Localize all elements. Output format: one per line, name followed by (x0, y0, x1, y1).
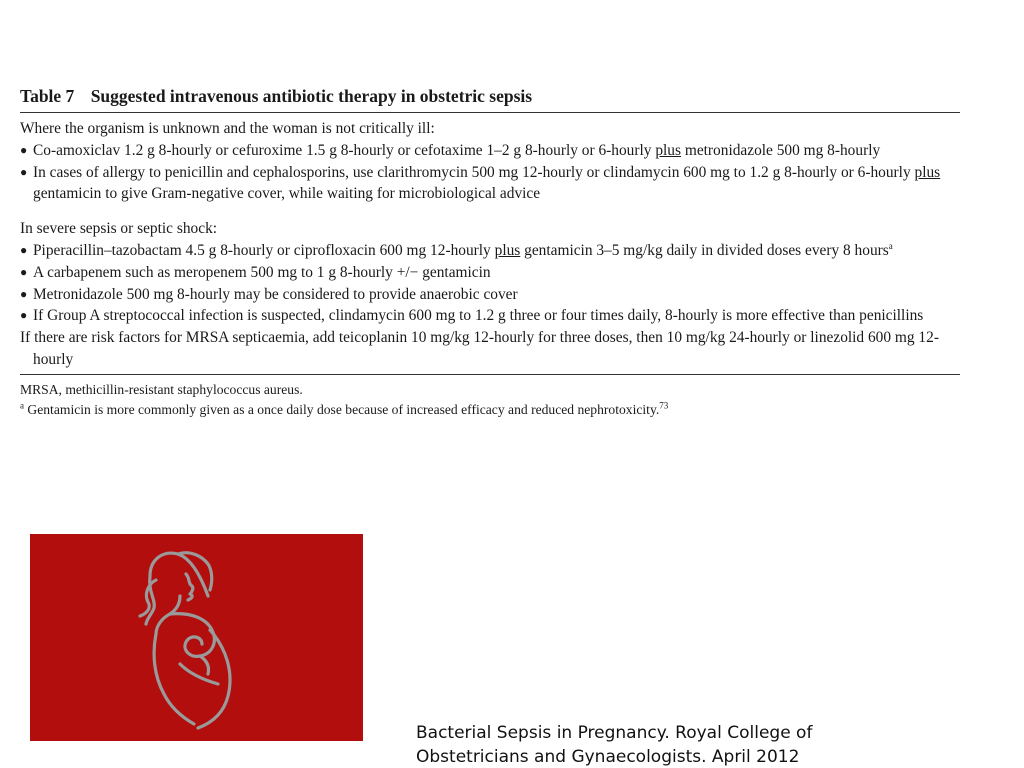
bullet-icon: ● (20, 142, 28, 157)
antibiotic-table (20, 86, 960, 420)
list-item: ● A carbapenem such as meropenem 500 mg to 1 g 8-hourly +/− gentamicin (20, 262, 960, 284)
bullet-icon: ● (20, 242, 28, 257)
mrsa-note: If there are risk factors for MRSA septicaemia, add teicoplanin 10 mg/kg 12-hourly for three doses, then 10 mg/kg 24-hourly or linezolid 600 mg 12-hourly (20, 329, 939, 368)
reference-number: 73 (659, 400, 669, 411)
bullet-icon: ● (20, 164, 28, 179)
section-heading: Where the organism is unknown and the woman is not critically ill: (20, 120, 435, 137)
list-item: ● If Group A streptococcal infection is suspected, clindamycin 600 mg to 1.2 g three or four times daily, 8-hourly is more effective than penicillins (20, 305, 960, 327)
table-title (20, 86, 960, 113)
pregnant-woman-icon (30, 534, 363, 741)
list-item: ● Metronidazole 500 mg 8-hourly may be considered to provide anaerobic cover (20, 284, 960, 306)
table-number: Table 7 (20, 86, 75, 106)
table-body (20, 113, 960, 375)
plus-emphasis: plus (914, 163, 941, 181)
footnote-marker: a (888, 240, 893, 251)
abbreviation-note: MRSA, methicillin-resistant staphylococcus aureus. (20, 381, 303, 397)
source-caption (416, 721, 936, 768)
plus-emphasis: plus (655, 141, 681, 159)
pregnant-woman-illustration (30, 534, 363, 741)
list-item: ● Piperacillin–tazobactam 4.5 g 8-hourly or ciprofloxacin 600 mg 12-hourly plus gentamicin 3–5 mg/kg daily in divided doses every 8 hours$^a$ (20, 240, 960, 262)
bullet-icon: ● (20, 264, 28, 279)
list-item: ● In cases of allergy to penicillin and cephalosporins, use clarithromycin 500 mg 12-hourly or clindamycin 600 mg to 1.2 g 8-hourly or 6-hourly plus gentamicin to give Gram-negative cover, while waiting for microbiological advice (20, 162, 960, 206)
table-title-text: Suggested intravenous antibiotic therapy in obstetric sepsis (90, 86, 533, 106)
plus-emphasis: plus (494, 241, 521, 259)
list-item: ● Co-amoxiclav 1.2 g 8-hourly or cefuroxime 1.5 g 8-hourly or cefotaxime 1–2 g 8-hourly or 6-hourly plus metronidazole 500 mg 8-hourly (20, 140, 960, 162)
section-not-critically-ill (20, 118, 960, 205)
footnote-a: $^a$ Gentamicin is more commonly given as a once daily dose because of increased efficacy and reduced nephrotoxicity.$^{73}$ (20, 400, 669, 417)
section-severe-sepsis (20, 218, 960, 371)
caption-line-1: Bacterial Sepsis in Pregnancy. Royal College of (416, 723, 813, 743)
bullet-icon: ● (20, 286, 28, 301)
caption-line-2: Obstetricians and Gynaecologists. April 2012 (416, 747, 800, 767)
bullet-icon: ● (20, 308, 28, 323)
section-heading: In severe sepsis or septic shock: (20, 220, 218, 238)
table-footnotes (20, 375, 960, 420)
